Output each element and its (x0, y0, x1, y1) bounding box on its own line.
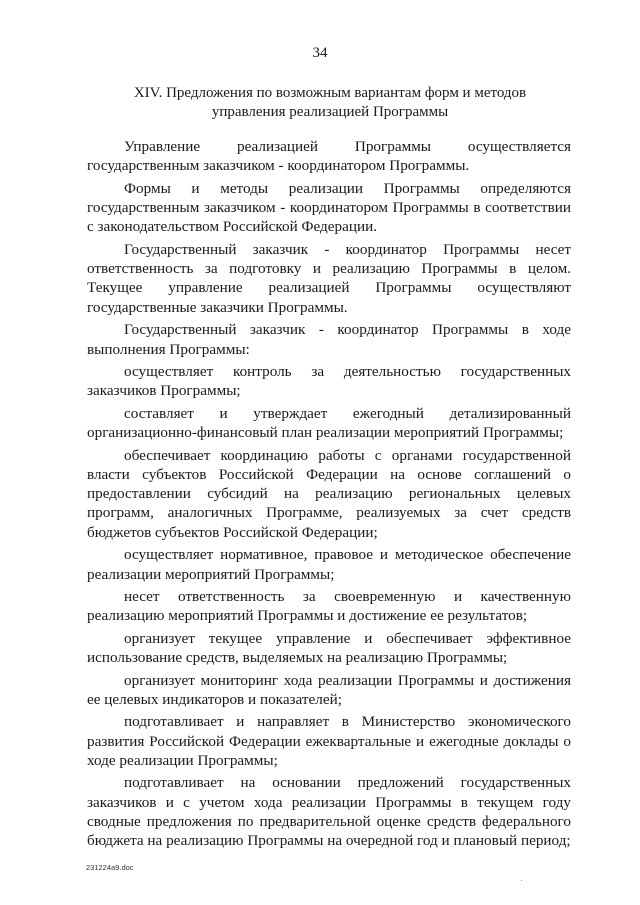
body-text (87, 137, 571, 851)
paragraph: подготавливает на основании предложений государственных заказчиков и с учетом хода реализации Программы в текущем году сводные предложения по предварительной оценке средств федерального бюджета на реализацию Программы на очередной год и плановый период; (87, 774, 571, 850)
paragraph: Государственный заказчик - координатор Программы несет ответственность за подготовку и реализацию Программы в целом. Текущее управление реализацией Программы осуществляют государственные заказчики Программы. (87, 240, 571, 316)
footer-file-code: 231224a9.doc (86, 863, 134, 872)
paragraph: составляет и утверждает ежегодный детализированный организационно-финансовый план реализации мероприятий Программы; (87, 404, 571, 442)
paragraph: обеспечивает координацию работы с органами государственной власти субъектов Российской Федерации на основе соглашений о предоставлении субсидий на реализацию региональных целевых программ, аналогичных Программе, реализуемых за счет средств бюджетов субъектов Российской Федерации; (87, 446, 571, 541)
paragraph: Формы и методы реализации Программы определяются государственным заказчиком - координатором Программы в соответствии с законодательством Российской Федерации. (87, 179, 571, 236)
paragraph: осуществляет контроль за деятельностью государственных заказчиков Программы; (87, 363, 571, 400)
section-heading (90, 84, 570, 122)
paragraph: Государственный заказчик - координатор Программы в ходе выполнения Программы: (87, 321, 571, 358)
paragraph: осуществляет нормативное, правовое и методическое обеспечение реализации мероприятий Программы; (87, 546, 571, 583)
paragraph: несет ответственность за своевременную и качественную реализацию мероприятий Программы и достижение ее результатов; (87, 588, 571, 625)
paragraph: организует текущее управление и обеспечивает эффективное использование средств, выделяемых на реализацию Программы; (87, 629, 571, 667)
paragraph: Управление реализацией Программы осуществляется государственным заказчиком - координатором Программы. (87, 138, 571, 175)
page-number: 34 (312, 45, 328, 61)
paragraph: организует мониторинг хода реализации Программы и достижения ее целевых индикаторов и показателей; (87, 671, 571, 708)
section-heading-line-1: XIV. Предложения по возможным вариантам форм и методов (133, 85, 527, 101)
scan-speck (521, 880, 522, 881)
paragraph: подготавливает и направляет в Министерство экономического развития Российской Федерации ежеквартальные и ежегодные доклады о ходе реализации Программы; (87, 713, 571, 769)
section-heading-line-2: управления реализацией Программы (211, 104, 449, 120)
